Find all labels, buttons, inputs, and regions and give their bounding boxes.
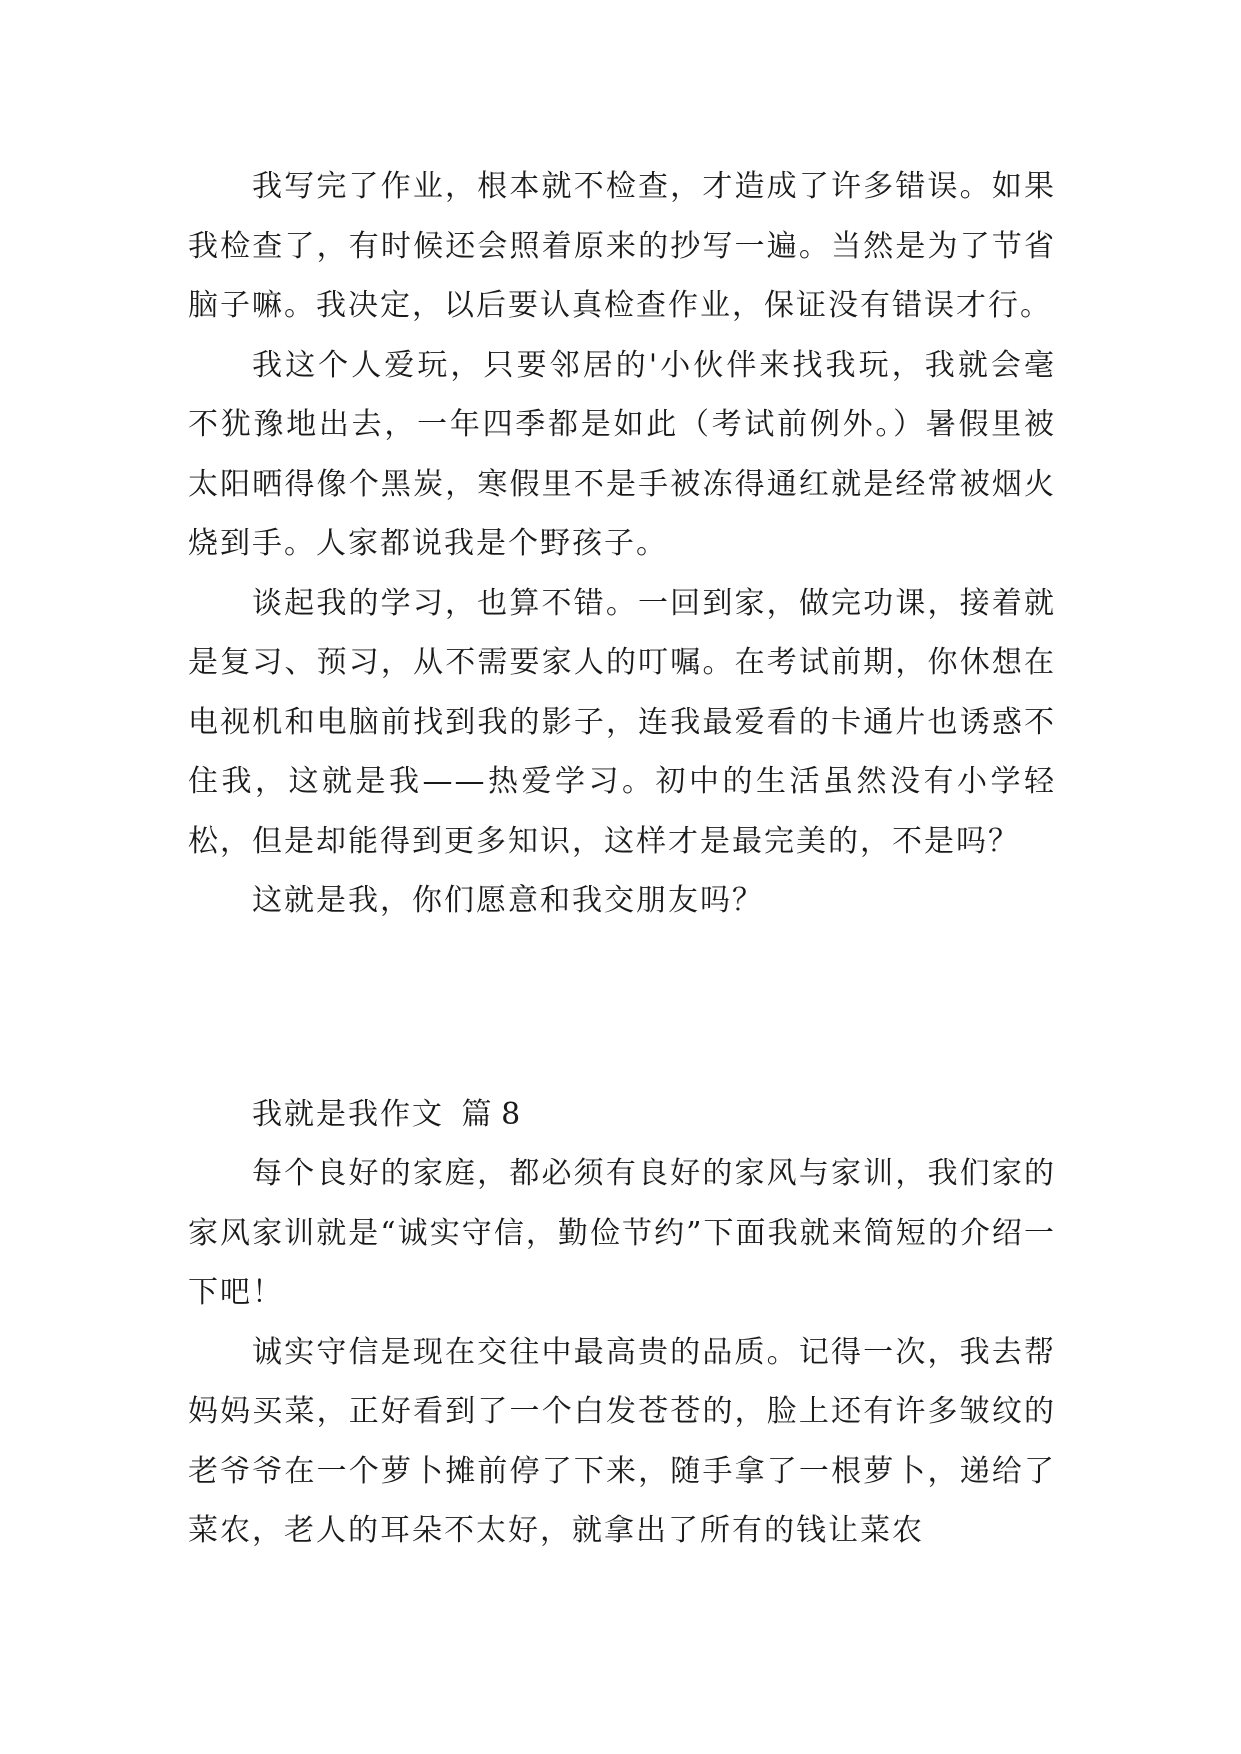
paragraph-homework: 我写完了作业，根本就不检查，才造成了许多错误。如果我检查了，有时候还会照着原来的抄写一遍。当然是为了节省脑子嘛。我决定，以后要认真检查作业，保证没有错误才行。 xyxy=(188,169,1056,323)
paragraph-honesty: 诚实守信是现在交往中最高贵的品质。记得一次，我去帮妈妈买菜，正好看到了一个白发苍苍的，脸上还有许多皱纹的老爷爷在一个萝卜摊前停了下来，随手拿了一根萝卜，递给了菜农，老人的耳朵不太好，就拿出了所有的钱让菜农 xyxy=(188,1334,1056,1548)
section-label: 篇 8 xyxy=(461,1097,521,1132)
paragraph-closing: 这就是我，你们愿意和我交朋友吗？ xyxy=(252,883,764,918)
paragraph-playful: 我这个人爱玩，只要邻居的'小伙伴来找我玩，我就会毫不犹豫地出去，一年四季都是如此（考试前例外。）暑假里被太阳晒得像个黑炭，寒假里不是手被冻得通红就是经常被烟火烧到手。人家都说我是个野孩子。 xyxy=(188,347,1056,561)
text-block-top xyxy=(188,157,1056,931)
text-block-bottom xyxy=(188,1144,1056,1561)
section-title: 我就是我作文 xyxy=(252,1097,444,1132)
paragraph-study: 谈起我的学习，也算不错。一回到家，做完功课，接着就是复习、预习，从不需要家人的叮嘱。在考试前期，你休想在电视机和电脑前找到我的影子，连我最爱看的卡通片也诱惑不住我，这就是我——热爱学习。初中的生活虽然没有小学轻松，但是却能得到更多知识，这样才是最完美的，不是吗？ xyxy=(188,585,1056,859)
paragraph-family-motto: 每个良好的家庭，都必须有良好的家风与家训，我们家的家风家训就是“诚实守信，勤俭节约”下面我就来简短的介绍一下吧！ xyxy=(188,1156,1056,1310)
section-heading xyxy=(252,1085,520,1145)
